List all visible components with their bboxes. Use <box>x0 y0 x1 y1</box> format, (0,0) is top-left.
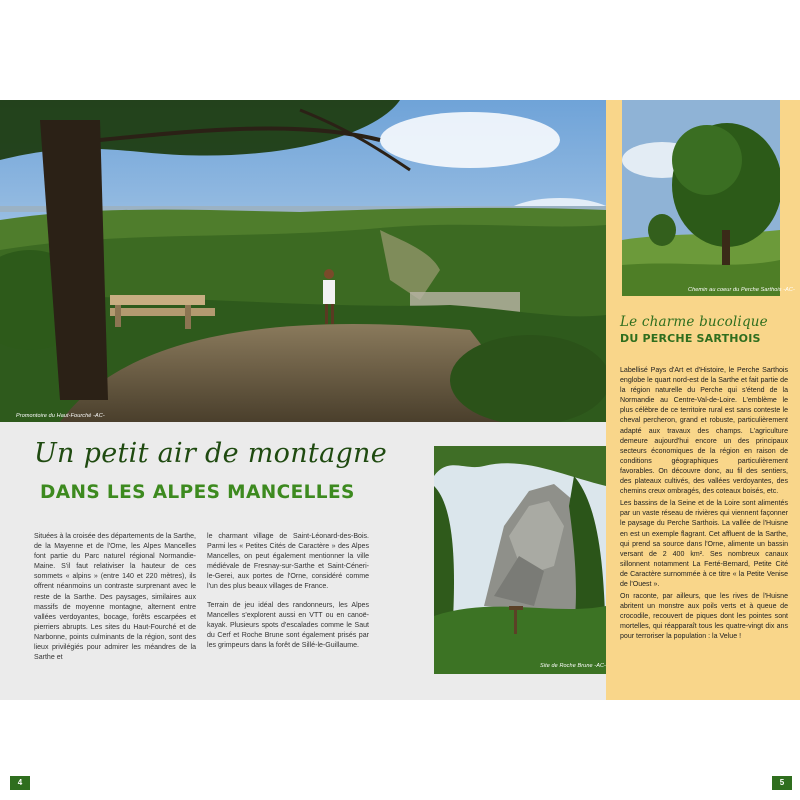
column-2-paragraph-2: Terrain de jeu idéal des randonneurs, les Alpes Mancelles s'explorent aussi en VTT ou en canoë-kayak. Plusieurs spots d'escalades comme le Saut du Cerf et Roche Brune sont également prisés par les grimpeurs dans la forêt de Sillé-le-Guillaume. <box>207 601 369 649</box>
article-title-caps: DANS LES ALPES MANCELLES <box>40 482 355 503</box>
sidebar-perche <box>606 100 800 700</box>
perche-photo-caption: Chemin au coeur du Perche Sarthois -AC- <box>688 287 795 293</box>
sidebar-paragraph-1: Labellisé Pays d'Art et d'Histoire, le Perche Sarthois englobe le quart nord-est de la Sarthe et fait partie de la région naturelle du Perche qui s'étend de la Normandie au Centre-Val-de-Loire. L'emblème le plus célèbre de ce territoire rural est sans conteste le cheval percheron, grand et robuste, particulièrement adapté aux travaux des champs. L'agriculture demeure aujourd'hui encore un des principaux secteurs économiques de la région en raison de conditions géographiques particulièrement favorables. On découvre donc, au fil des sentiers, des plateaux cultivés, des vallées verdoyantes, des chemins creux ombragés, des coteaux boisés, etc. <box>620 367 788 496</box>
sidebar-paragraph-2: Les bassins de la Seine et de la Loire sont alimentés par un vaste réseau de rivières qui viennent façonner le paysage du Perche Sarthois. La vallée de l'Huisne en est un exemple flagrant. Cet affluent de la Sarthe, qui prend sa source dans l'Orne, alimente un bassin versant de 2 400 km². Ses nombreux canaux sillonnent notamment La Ferté-Bernard, Petite Cité de Caractère surnommée à ce titre « la Petite Venise de l'Ouest ». <box>620 500 788 588</box>
sidebar-title-caps: DU PERCHE SARTHOIS <box>620 332 761 345</box>
perche-photo <box>622 100 780 296</box>
sidebar-body <box>620 366 788 645</box>
page-number-left: 4 <box>10 776 30 790</box>
sidebar-title-script: Le charme bucolique <box>620 314 768 330</box>
page-number-right: 5 <box>772 776 792 790</box>
column-2-paragraph-1: le charmant village de Saint-Léonard-des-Bois. Parmi les « Petites Cités de Caractère » des Alpes Mancelles, on peut également mentionner la ville médiévale de Fresnay-sur-Sarthe et Saint-Céneri-le-Gerei, aux portes de l'Orne, considéré comme l'un des plus beaux villages de France. <box>207 533 369 591</box>
landscape-photo-caption: Promontoire du Haut-Fourché -AC- <box>16 413 105 419</box>
rock-photo-caption: Site de Roche Brune -AC- <box>540 663 606 669</box>
article-title-script: Un petit air de montagne <box>34 438 388 469</box>
magazine-spread <box>0 100 800 787</box>
article-column-1 <box>34 532 196 671</box>
rock-photo <box>434 446 606 674</box>
landscape-photo <box>0 100 606 422</box>
column-1-text: Situées à la croisée des départements de la Sarthe, de la Mayenne et de l'Orne, les Alpes Mancelles font partie du Parc naturel régional Normandie-Maine. S'il faut relativiser la hauteur de ces sommets « alpins » (entre 140 et 220 mètres), ils offrent néanmoins un contraste surprenant avec le reste de la Sarthe. Des paysages, similaires aux massifs de moyenne montagne, alternent entre vallées verdoyantes, bocage, forêts escarpées et pierriers abrupts. Les sites du Haut-Fourché et de Narbonne, points culminants de la région, sont des lieux privilégiés pour admirer les méandres de la Sarthe et <box>34 533 196 662</box>
sidebar-paragraph-3: On raconte, par ailleurs, que les rives de l'Huisne abritent un monstre aux poils verts et à queue de crocodile, recouvert de piques dont les pointes sont mortelles, qui réapparaît tous les quatre-vingt dix ans pour terroriser la population : la Velue ! <box>620 593 788 641</box>
article-column-2 <box>207 532 369 659</box>
